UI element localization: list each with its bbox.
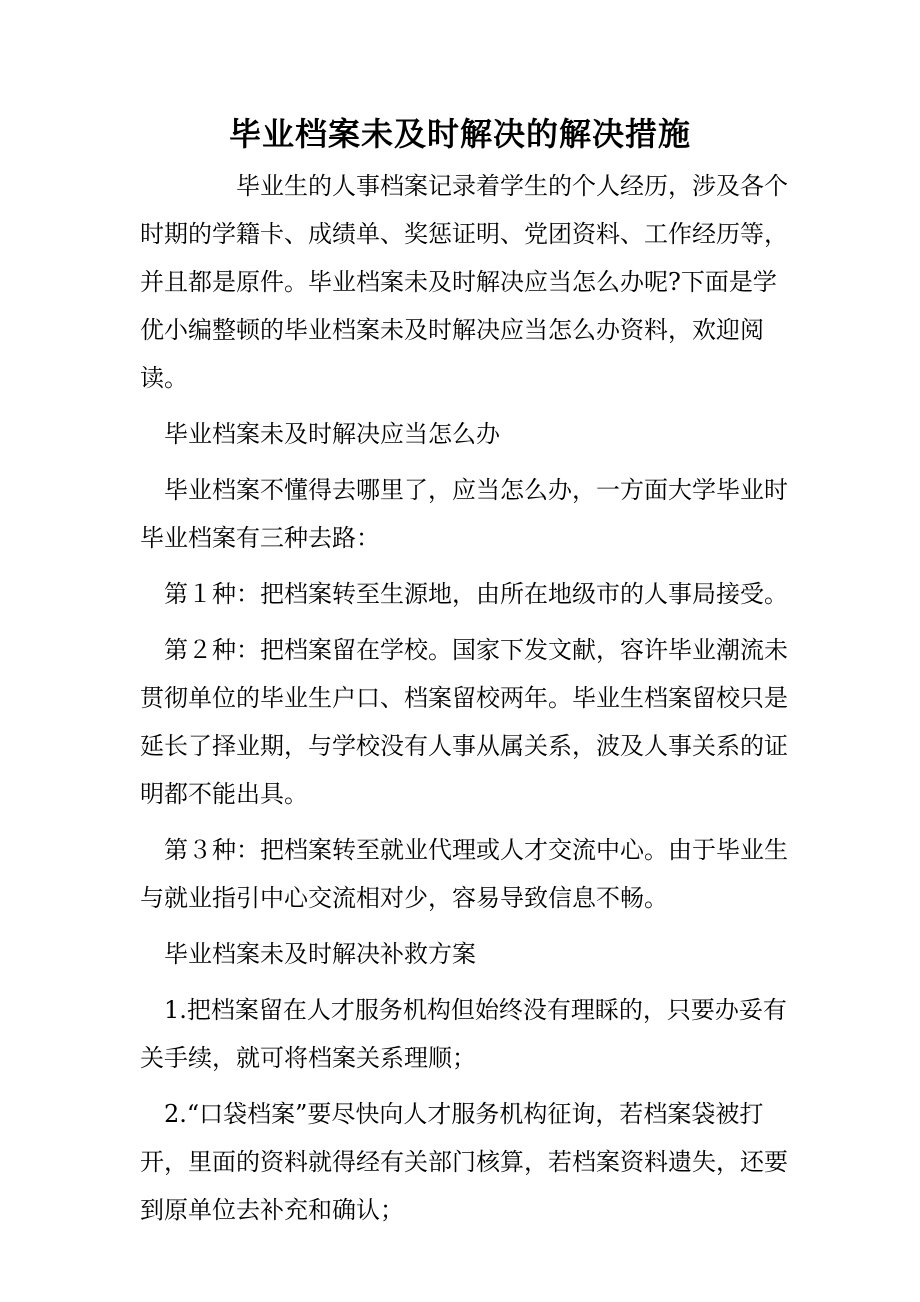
list-item: 1.把档案留在人才服务机构但始终没有理睬的，只要办妥有关手续，就可将档案关系理顺； bbox=[140, 996, 787, 1072]
section-heading: 毕业档案未及时解决补救方案 bbox=[164, 940, 476, 968]
body-paragraph: 毕业档案不懂得去哪里了，应当怎么办，一方面大学毕业时毕业档案有三种去路： bbox=[140, 476, 788, 552]
list-item: 第３种：把档案转至就业代理或人才交流中心。由于毕业生与就业指引中心交流相对少，容易导致信息不畅。 bbox=[140, 836, 788, 912]
list-item: 2.“口袋档案”要尽快向人才服务机构征询，若档案袋被打开，里面的资料就得经有关部门核算，若档案资料遗失，还要到原单位去补充和确认； bbox=[140, 1100, 788, 1224]
section-heading: 毕业档案未及时解决应当怎么办 bbox=[164, 420, 500, 448]
list-item: 第２种：把档案留在学校。国家下发文献，容许毕业潮流未贯彻单位的毕业生户口、档案留校两年。毕业生档案留校只是延长了择业期，与学校没有人事从属关系，波及人事关系的证明都不能出具。 bbox=[140, 636, 788, 808]
document-body bbox=[140, 162, 790, 1242]
document-title: 毕业档案未及时解决的解决措施 bbox=[228, 115, 691, 153]
list-item: 第１种：把档案转至生源地，由所在地级市的人事局接受。 bbox=[164, 580, 788, 608]
intro-paragraph: 毕业生的人事档案记录着学生的个人经历，涉及各个时期的学籍卡、成绩单、奖惩证明、党团资料、工作经历等，并且都是原件。毕业档案未及时解决应当怎么办呢?下面是学优小编整顿的毕业档案未及时解决应当怎么办资料，欢迎阅读。 bbox=[140, 172, 788, 392]
